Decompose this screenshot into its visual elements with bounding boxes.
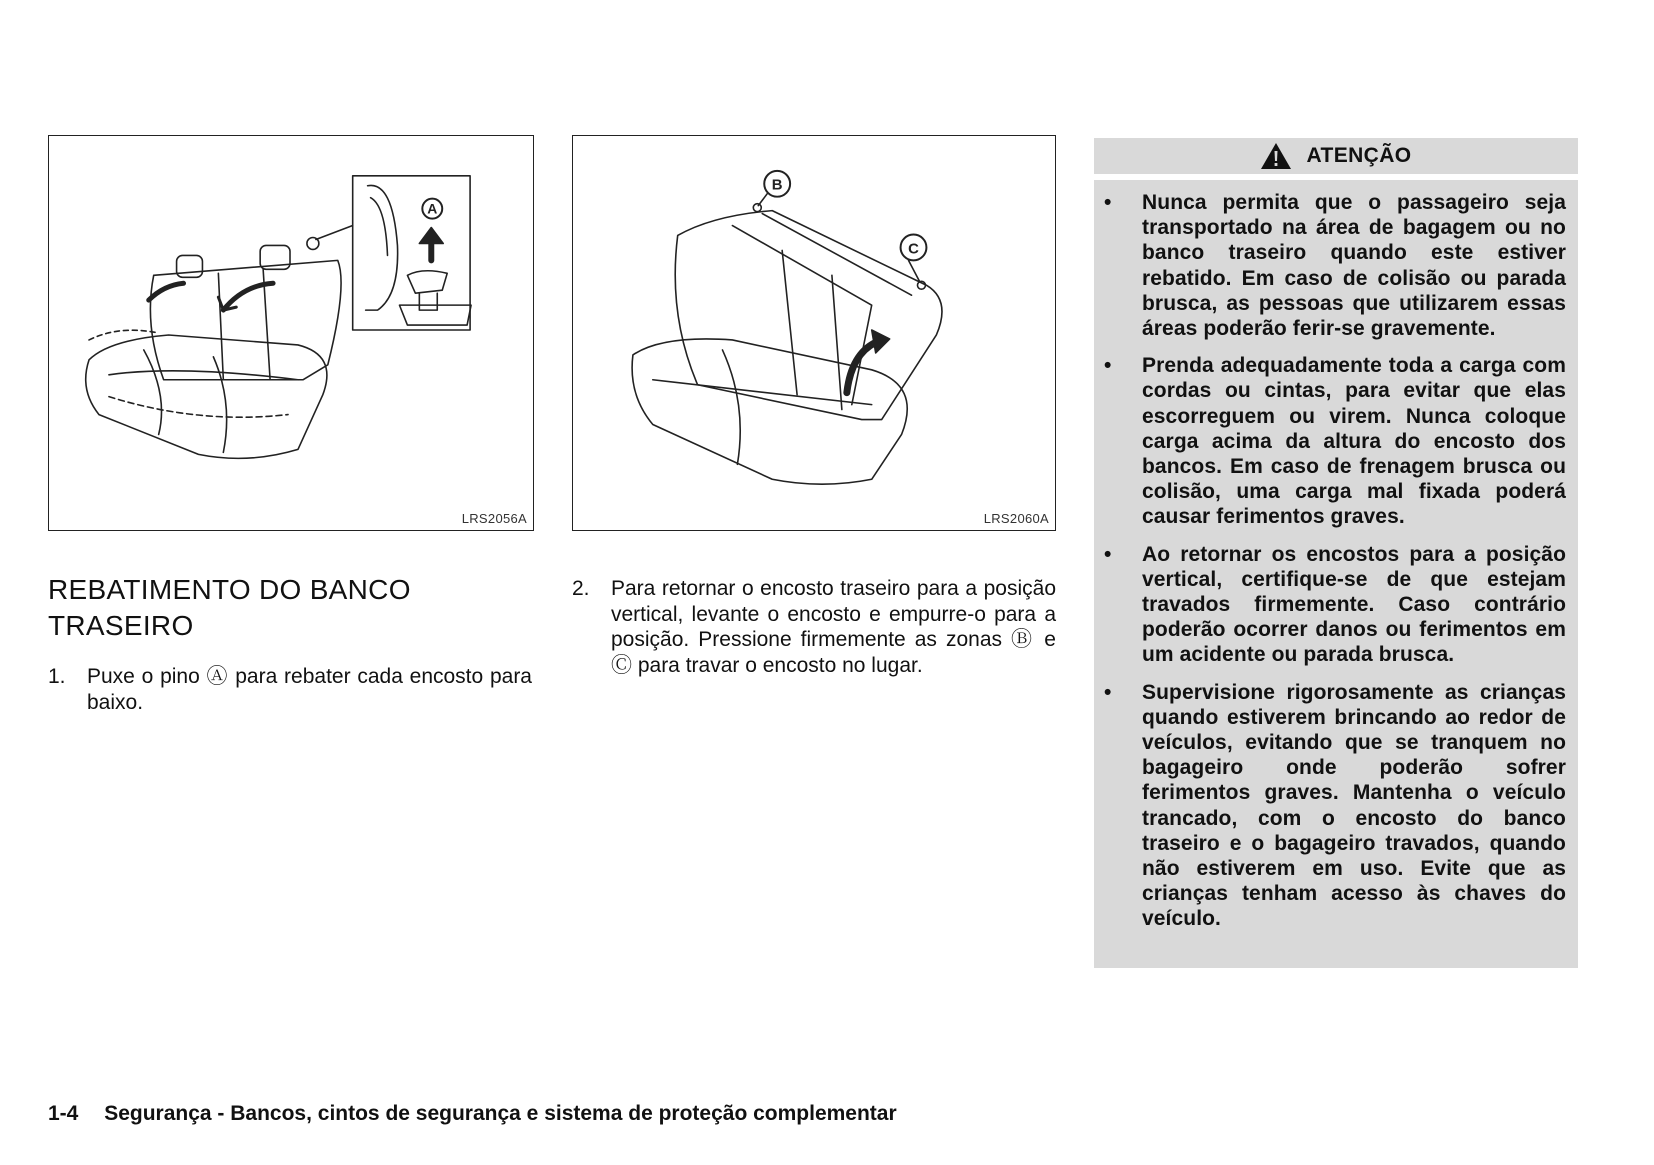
figure-seat-fold-pin [48,135,534,531]
step-text: Puxe o pino Ⓐ para rebater cada encosto para baixo. [87,665,532,714]
step-item [48,664,532,715]
warning-triangle-icon [1260,142,1292,170]
step-item [572,576,1056,678]
warning-text: Supervisione rigorosamente as crianças quando estiverem brincando ao redor de veículos, evitando que se tranquem no bagageiro onde poderão sofrer ferimentos graves. Mantenha o veículo trancado, com o encosto do banco traseiro e o bagageiro travados, quando não estiverem em uso. Evite que as crianças tenham acesso às chaves do veículo. [1142,680,1566,931]
figure-code: LRS2056A [461,511,527,526]
figure-seat-return [572,135,1056,531]
warning-item [1104,353,1566,529]
bullet: • [1104,542,1112,566]
bullet: • [1104,680,1112,704]
bullet: • [1104,354,1112,378]
warning-header [1094,138,1578,174]
warning-item [1104,190,1566,341]
seat-return-illustration [573,136,1055,530]
callout-label: A [427,200,438,217]
figure-code: LRS2060A [983,511,1049,526]
step-number: 2. [572,577,590,600]
step-number: 1. [48,665,66,688]
callout-label: B [771,176,783,194]
bullet: • [1104,191,1112,214]
step-text: Para retornar o encosto traseiro para a posição vertical, levante o encosto e empurre-o para a posição. Pressione firmemente as zonas Ⓑ e Ⓒ para travar o encosto no lugar. [611,577,1056,677]
seat-fold-illustration [49,136,533,530]
callout-label: C [908,240,919,258]
page-footer [48,1102,897,1126]
warning-box [1094,180,1578,968]
warning-item [1104,542,1566,668]
warning-title: ATENÇÃO [1306,144,1412,167]
footer-text: Segurança - Bancos, cintos de segurança e sistema de proteção complementar [104,1102,897,1125]
warning-text: Prenda adequadamente toda a carga com cordas ou cintas, para evitar que elas escorreguem ou virem. Nunca coloque carga acima da altura do encosto dos bancos. Em caso de frenagem brusca ou colisão, uma carga mal fixada poderá causar ferimentos graves. [1142,354,1566,529]
warning-text: Nunca permita que o passageiro seja transportado na área de bagagem ou no banco traseiro quando este estiver rebatido. Em caso de colisão ou parada brusca, as pessoas que utilizarem essas áreas poderão ferir-se gravemente. [1142,191,1566,341]
section-title: REBATIMENTO DO BANCO TRASEIRO [48,574,411,641]
warning-item [1104,680,1566,932]
warning-text: Ao retornar os encostos para a posição vertical, certifique-se de que estejam travados firmemente. Caso contrário poderão ocorrer danos ou ferimentos em um acidente ou parada brusca. [1142,542,1566,667]
page-number: 1-4 [48,1102,79,1125]
